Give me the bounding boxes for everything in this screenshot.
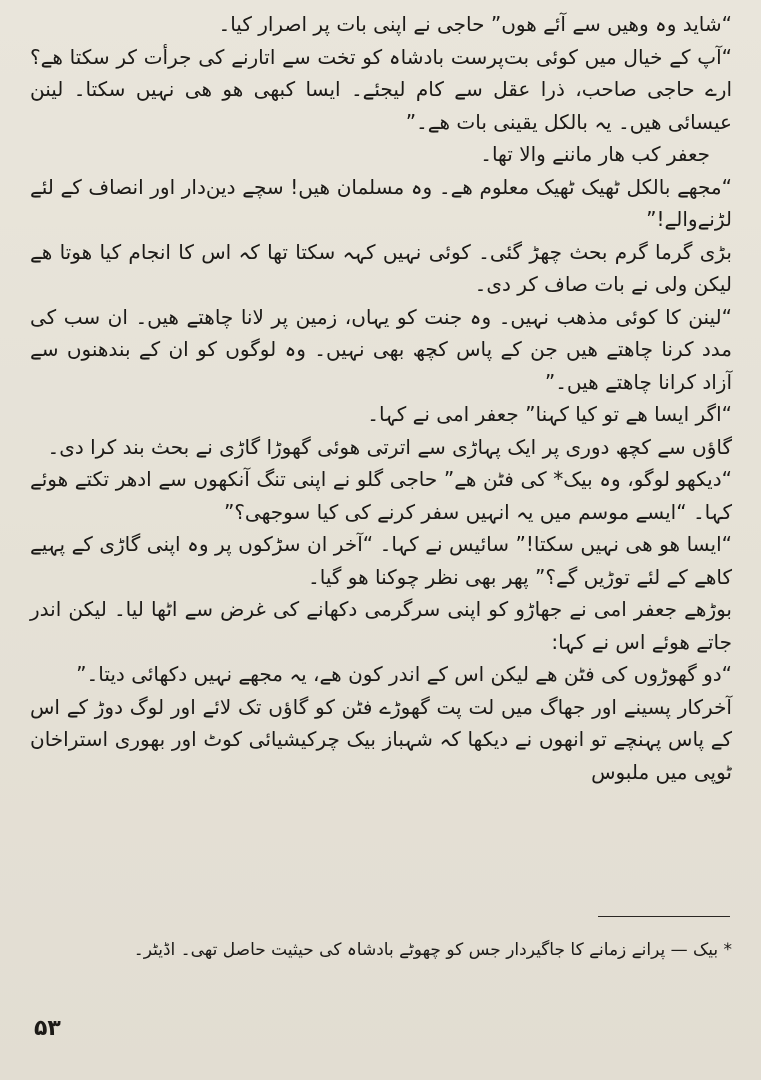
paragraph-7: “اگر ایسا ھے تو کیا کہنا” جعفر امی نے کہا۔ [367, 402, 732, 426]
paragraph-9: “دیکھو لوگو، وہ بیک* کی فٹن ھے” حاجی گلو نے اپنی تنگ آنکھوں سے ادھر تکتے ھوئے کہا۔ “ایسے موسم میں یہ انہیں سفر کرنے کی کیا سوجھی؟” [30, 467, 732, 524]
main-text [30, 8, 732, 788]
paragraph-2: “آپ کے خیال میں کوئی بت‌پرست بادشاہ کو تخت سے اتارنے کی جرأت کر سکتا ھے؟ ارے حاجی صاحب، ذرا عقل سے کام لیجئے۔ ایسا کبھی ھو ھی نہیں سکتا۔ لینن عیسائی ھیں۔ یہ بالکل یقینی بات ھے۔” [30, 44, 732, 134]
paragraph-13: آخرکار پسینے اور جھاگ میں لت پت گھوڑے فٹن کو گاؤں تک لائے اور لوگ دوڑ کے اس کے پاس پہنچے تو انھوں نے دیکھا کہ شہباز بیک چرکیشیائی کوٹ اور بھوری استراخان ٹوپی میں ملبوس [30, 694, 732, 784]
paragraph-3: جعفر کب ھار ماننے والا تھا۔ [480, 142, 710, 166]
footnote: * بیک — پرانے زمانے کا جاگیردار جس کو چھوٹے بادشاہ کی حیثیت حاصل تھی۔ اڈیٹر۔ [133, 940, 732, 960]
paragraph-4: “مجھے بالکل ٹھیک ٹھیک معلوم ھے۔ وہ مسلمان ھیں! سچے دین‌دار اور انصاف کے لئے لڑنےوالے!” [30, 174, 732, 231]
paragraph-11: بوڑھے جعفر امی نے جھاڑو کو اپنی سرگرمی دکھانے کی غرض سے اٹھا لیا۔ لیکن اندر جاتے ھوئے اس نے کہا: [30, 597, 732, 654]
paragraph-10: “ایسا ھو ھی نہیں سکتا!” سائیس نے کہا۔ “آخر ان سڑکوں پر وہ اپنی گاڑی کے پہیے کاھے کے لئے توڑیں گے؟” پھر بھی نظر چوکنا ھو گیا۔ [30, 532, 732, 589]
paragraph-5: بڑی گرما گرم بحث چھڑ گئی۔ کوئی نہیں کہہ سکتا تھا کہ اس کا انجام کیا ھوتا ھے لیکن ولی نے بات صاف کر دی۔ [30, 239, 732, 296]
footnote-divider [598, 916, 730, 917]
paragraph-1: “شاید وہ وھیں سے آئے ھوں” حاجی نے اپنی بات پر اصرار کیا۔ [218, 12, 732, 36]
page-number: ۵۳ [34, 1016, 61, 1041]
paragraph-12: “دو گھوڑوں کی فٹن ھے لیکن اس کے اندر کون ھے، یہ مجھے نہیں دکھائی دیتا۔” [76, 662, 732, 686]
paragraph-6: “لینن کا کوئی مذھب نہیں۔ وہ جنت کو یہاں، زمین پر لانا چاھتے ھیں۔ ان سب کی مدد کرنا چاھتے ھیں جن کے پاس کچھ بھی نہیں۔ وہ لوگوں کو ان کے بندھنوں سے آزاد کرانا چاھتے ھیں۔” [30, 304, 732, 394]
paragraph-8: گاؤں سے کچھ دوری پر ایک پہاڑی سے اترتی ھوئی گھوڑا گاڑی نے بحث بند کرا دی۔ [47, 434, 732, 459]
